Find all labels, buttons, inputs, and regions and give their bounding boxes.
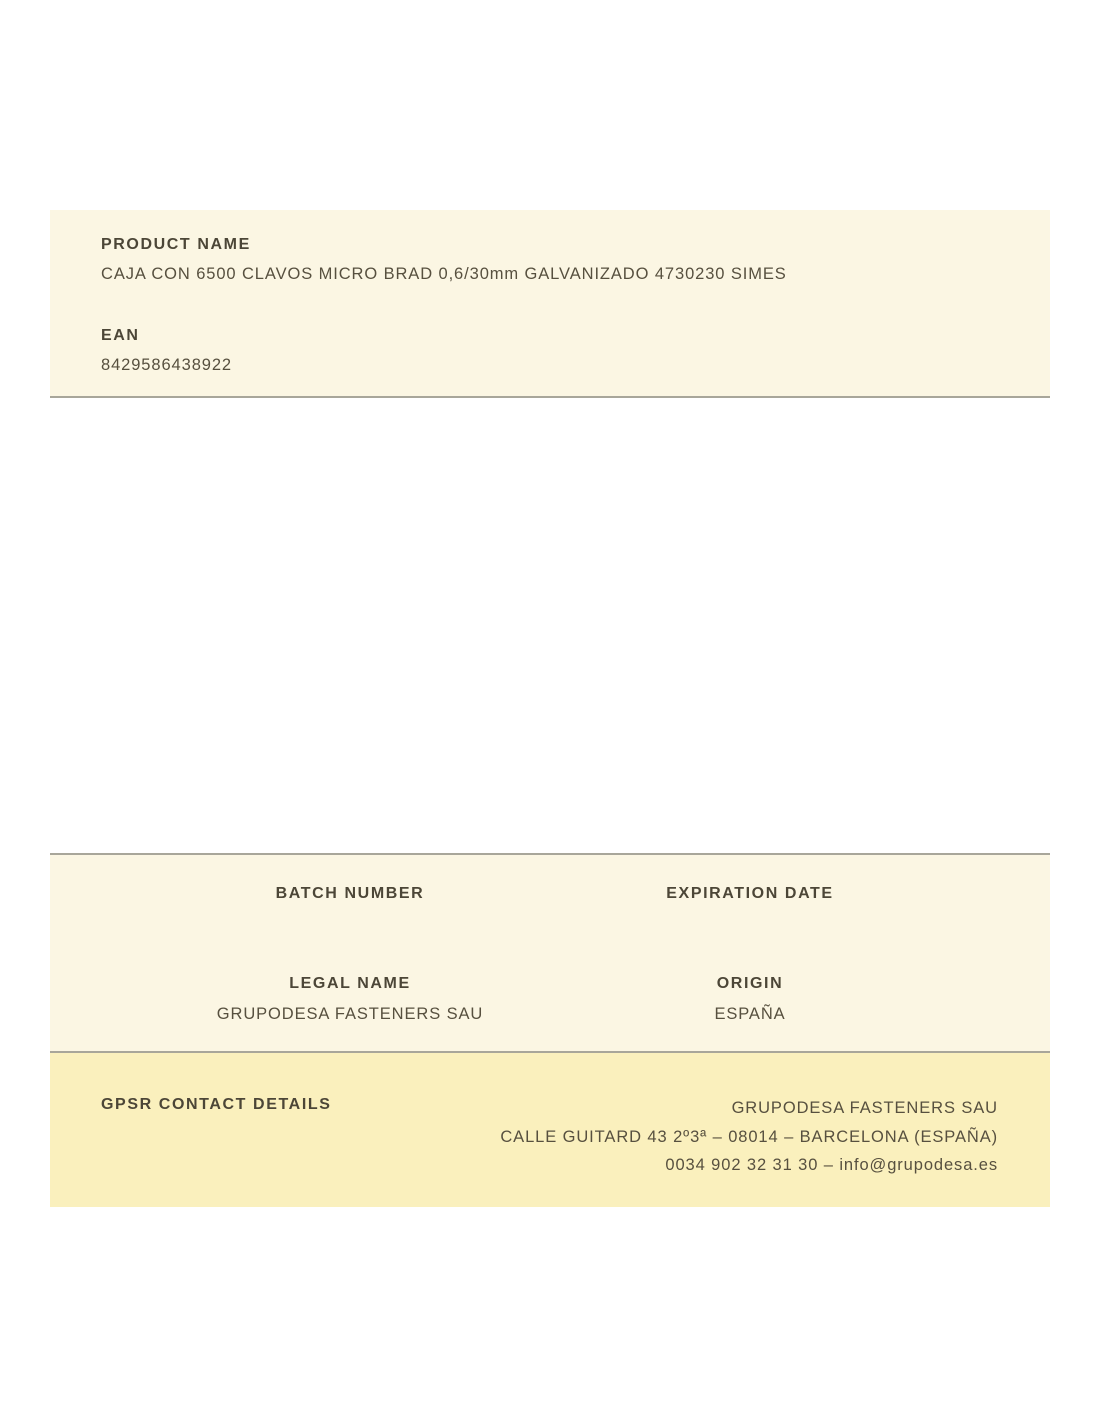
contact-company-line: GRUPODESA FASTENERS SAU <box>731 1099 998 1117</box>
product-name-value: CAJA CON 6500 CLAVOS MICRO BRAD 0,6/30mm GALVANIZADO 4730230 SIMES <box>101 265 787 283</box>
batch-section <box>50 853 1050 1053</box>
origin-value: ESPAÑA <box>714 1005 786 1023</box>
batch-expiration-row <box>150 885 950 903</box>
legal-name-label: LEGAL NAME <box>289 975 411 992</box>
legal-origin-label-row <box>150 975 950 993</box>
expiration-date-label: EXPIRATION DATE <box>666 885 834 902</box>
product-section <box>50 210 1050 398</box>
gpsr-contact-details-label: GPSR CONTACT DETAILS <box>101 1096 332 1113</box>
gpsr-contact-address-block <box>500 1094 998 1180</box>
ean-value: 8429586438922 <box>101 356 232 374</box>
ean-label: EAN <box>101 327 140 344</box>
contact-phone-email-line: 0034 902 32 31 30 – info@grupodesa.es <box>665 1156 998 1174</box>
contact-street-line: CALLE GUITARD 43 2º3ª – 08014 – BARCELONA (ESPAÑA) <box>500 1127 998 1146</box>
origin-label: ORIGIN <box>716 975 784 992</box>
gpsr-contact-section <box>50 1053 1050 1207</box>
product-name-label: PRODUCT NAME <box>101 236 251 253</box>
legal-name-value: GRUPODESA FASTENERS SAU <box>216 1005 484 1023</box>
legal-origin-value-row <box>150 1005 950 1024</box>
batch-number-label: BATCH NUMBER <box>275 885 425 902</box>
